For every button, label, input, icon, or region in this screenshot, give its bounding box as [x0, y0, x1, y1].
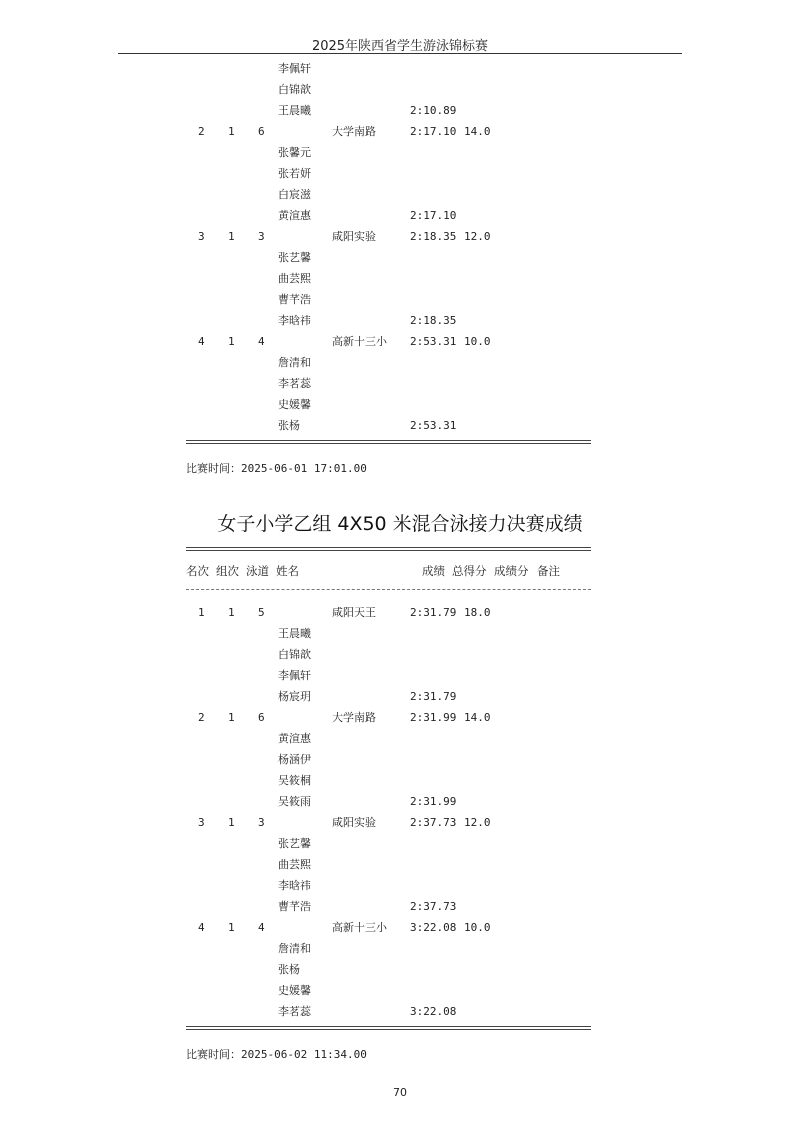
col-result: 成绩: [422, 564, 445, 578]
group: 1: [228, 816, 235, 829]
result-time: 2:18.35: [410, 230, 457, 243]
rank: 2: [198, 711, 205, 724]
col-name: 姓名: [276, 564, 299, 578]
swimmer-name: 白锦歆: [278, 83, 311, 96]
lane: 3: [258, 816, 265, 829]
swimmer-name: 白锦歆: [278, 648, 311, 661]
swimmer-name: 吴筱雨: [278, 795, 311, 808]
swimmer-name: 张馨元: [278, 146, 311, 159]
swimmer-name: 黄渲惠: [278, 732, 311, 745]
swimmer-name: 李晗祎: [278, 879, 311, 892]
col-lane: 泳道: [246, 564, 269, 578]
rank: 3: [198, 230, 205, 243]
group: 1: [228, 606, 235, 619]
swimmer-name: 李佩轩: [278, 62, 311, 75]
match-time-value: 2025-06-02 11:34.00: [241, 1048, 367, 1061]
team-name: 高新十三小: [332, 921, 387, 934]
team-name: 大学南路: [332, 125, 376, 138]
split-time: 2:17.10: [410, 209, 457, 222]
team-name: 咸阳实验: [332, 816, 376, 829]
points: 14.0: [464, 711, 491, 724]
match-time-label: 比赛时间：: [186, 462, 241, 475]
split-time: 2:53.31: [410, 419, 457, 432]
swimmer-name: 曲芸熙: [278, 858, 311, 871]
swimmer-name: 张若妍: [278, 167, 311, 180]
swimmer-name: 李茗蕊: [278, 377, 311, 390]
lane: 6: [258, 711, 265, 724]
lane: 4: [258, 335, 265, 348]
split-time: 2:10.89: [410, 104, 457, 117]
double-rule: [186, 440, 591, 444]
page-number: 70: [393, 1086, 407, 1099]
swimmer-name: 李佩轩: [278, 669, 311, 682]
points: 10.0: [464, 921, 491, 934]
lane: 3: [258, 230, 265, 243]
lane: 4: [258, 921, 265, 934]
result-time: 2:31.99: [410, 711, 457, 724]
split-time: 2:31.79: [410, 690, 457, 703]
result-time: 2:31.79: [410, 606, 457, 619]
split-time: 2:18.35: [410, 314, 457, 327]
match-time-label: 比赛时间：: [186, 1048, 241, 1061]
result-time: 2:53.31: [410, 335, 457, 348]
group: 1: [228, 125, 235, 138]
result-time: 3:22.08: [410, 921, 457, 934]
split-time: 2:37.73: [410, 900, 457, 913]
swimmer-name: 白宸滋: [278, 188, 311, 201]
swimmer-name: 张艺馨: [278, 251, 311, 264]
points: 14.0: [464, 125, 491, 138]
swimmer-name: 张杨: [278, 963, 300, 976]
group: 1: [228, 711, 235, 724]
swimmer-name: 史媛馨: [278, 398, 311, 411]
result-time: 2:37.73: [410, 816, 457, 829]
swimmer-name: 曲芸熙: [278, 272, 311, 285]
swimmer-name: 李晗祎: [278, 314, 311, 327]
result-time: 2:17.10: [410, 125, 457, 138]
rank: 2: [198, 125, 205, 138]
single-rule: [186, 589, 591, 590]
split-time: 3:22.08: [410, 1005, 457, 1018]
lane: 5: [258, 606, 265, 619]
col-total: 总得分: [452, 564, 487, 578]
team-name: 咸阳天王: [332, 606, 376, 619]
swimmer-name: 王晨曦: [278, 104, 311, 117]
swimmer-name: 詹清和: [278, 942, 311, 955]
lane: 6: [258, 125, 265, 138]
swimmer-name: 詹清和: [278, 356, 311, 369]
team-name: 大学南路: [332, 711, 376, 724]
swimmer-name: 曹芊浩: [278, 900, 311, 913]
team-name: 咸阳实验: [332, 230, 376, 243]
rank: 4: [198, 921, 205, 934]
match-time: [186, 1046, 367, 1062]
header-rule: [118, 53, 682, 54]
col-score: 成绩分: [494, 564, 529, 578]
points: 10.0: [464, 335, 491, 348]
points: 12.0: [464, 816, 491, 829]
split-time: 2:31.99: [410, 795, 457, 808]
swimmer-name: 黄渲惠: [278, 209, 311, 222]
match-time: [186, 460, 367, 476]
swimmer-name: 吴筱桐: [278, 774, 311, 787]
swimmer-name: 王晨曦: [278, 627, 311, 640]
swimmer-name: 张艺馨: [278, 837, 311, 850]
col-note: 备注: [537, 564, 560, 578]
group: 1: [228, 921, 235, 934]
swimmer-name: 张杨: [278, 419, 300, 432]
swimmer-name: 李茗蕊: [278, 1005, 311, 1018]
swimmer-name: 曹芊浩: [278, 293, 311, 306]
section-title: 女子小学乙组 4X50 米混合泳接力决赛成绩: [217, 513, 583, 535]
rank: 4: [198, 335, 205, 348]
swimmer-name: 杨涵伊: [278, 753, 311, 766]
double-rule: [186, 1026, 591, 1030]
col-rank: 名次: [186, 564, 209, 578]
points: 12.0: [464, 230, 491, 243]
points: 18.0: [464, 606, 491, 619]
swimmer-name: 史媛馨: [278, 984, 311, 997]
team-name: 高新十三小: [332, 335, 387, 348]
document-header: 2025年陕西省学生游泳锦标赛: [311, 39, 489, 54]
double-rule: [186, 547, 591, 551]
rank: 1: [198, 606, 205, 619]
swimmer-name: 杨宸玥: [278, 690, 311, 703]
group: 1: [228, 335, 235, 348]
rank: 3: [198, 816, 205, 829]
col-group: 组次: [216, 564, 239, 578]
match-time-value: 2025-06-01 17:01.00: [241, 462, 367, 475]
group: 1: [228, 230, 235, 243]
